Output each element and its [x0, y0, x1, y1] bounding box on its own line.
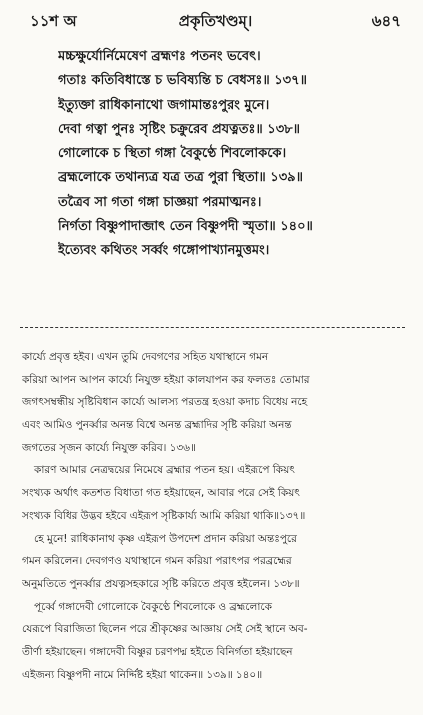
verse-line: গোলোকে চ স্থিতা গঙ্গা বৈকুণ্ঠে শিবলোককে।	[58, 146, 287, 162]
chapter-label: ১১শ অ	[30, 12, 77, 30]
commentary-line: সংখ্যক অর্থাৎ কতশত বিধাতা গত হইয়াছেন, আবার পরে সেই কিয়ৎ	[22, 487, 300, 500]
verse-line: দেবা গত্বা পুনঃ সৃষ্টিং চক্রুরেব প্রযত্নতঃ॥ ১৩৮॥	[58, 121, 300, 137]
commentary-line: কারণ আমার নেত্রদ্বয়ের নিমেষে ব্রহ্মার পতন হয়। এইরূপে কিয়ৎ	[34, 464, 295, 477]
verse-line: নির্গতা বিষ্ণুপাদাব্জাৎ তেন বিষ্ণুপদী স্মৃতা॥ ১৪০॥	[58, 219, 313, 235]
verse-line: ব্রহ্মলোকে তথান্যত্র যত্র তত্র পুরা স্থিতা॥ ১৩৯॥	[58, 170, 303, 186]
sanskrit-verses	[58, 45, 403, 264]
commentary-line: গমন করিলেন। দেবগণও যথাস্থানে গমন করিয়া পরাৎপর পরব্রহ্মের	[22, 555, 292, 568]
commentary-line: সংখ্যক বিধির উদ্ভব হইবে এইরূপ সৃষ্টিকার্য্য আমি করিয়া থাকি॥১৩৭॥	[22, 509, 306, 522]
book-title: প্রকৃতিখণ্ডম্।	[178, 12, 253, 30]
commentary-line: জগৎসম্বন্ধীয় সৃষ্টিবিধান কার্য্যে আলস্য পরতন্ত্র হওয়া কদাচ বিধেয় নহে	[22, 396, 308, 409]
page-number: ৬৪৭	[371, 12, 401, 30]
bengali-commentary	[22, 346, 407, 686]
verse-line: গতাঃ কতিবিধাস্তে চ ভবিষ্যন্তি চ বেধসঃ॥ ১৩৭॥	[58, 73, 307, 89]
commentary-line: জগতের সৃজন কার্য্যে নিযুক্ত করিব। ১৩৬॥	[22, 441, 196, 454]
commentary-line: যেরূপে বিরাজিতা ছিলেন পরে শ্রীকৃষ্ণের আজ্ঞায় সেই সেই স্থানে অব-	[22, 623, 308, 636]
verse-line: তত্রৈব সা গতা গঙ্গা চাজ্ঞয়া পরমাত্মনঃ।	[58, 194, 262, 210]
commentary-line: কার্য্যে প্রবৃত্ত হইব। এখন তুমি দেবগণের সহিত যথাস্থানে গমন	[22, 351, 269, 363]
commentary-line: এইজন্য বিষ্ণুপদী নামে নির্দ্দিষ্ট হইয়া থাকেন॥ ১৩৯॥ ১৪০॥	[22, 668, 263, 681]
commentary-line: পূর্ব্বে গঙ্গাদেবী গোলোকে বৈকুণ্ঠে শিবলোকে ও ব্রহ্মলোকে	[34, 600, 272, 613]
commentary-line: হে মুনে! রাধিকানাথ কৃষ্ণ এইরূপ উপদেশ প্রদান করিয়া অন্তঃপুরে	[34, 532, 297, 545]
commentary-line: অনুমতিতে পুনর্ব্বার প্রযত্নসহকারে সৃষ্টি করিতে প্রবৃত্ত হইলেন। ১৩৮॥	[22, 577, 300, 590]
commentary-line: করিয়া আপন আপন কার্য্যে নিযুক্ত হইয়া কালযাপন কর ফলতঃ তোমার	[22, 373, 310, 386]
section-divider	[20, 327, 405, 328]
verse-line: ইত্যেবং কথিতং সর্ব্বং গঙ্গোপাখ্যানমুত্তমং।	[58, 243, 270, 259]
verse-line: মচ্চক্ষুর্যোর্নিমেষেণ ব্রহ্মণঃ পতনং ভবেৎ।	[58, 49, 261, 64]
commentary-line: তীর্ণা হইয়াছেন। গঙ্গাদেবী বিষ্ণুর চরণপদ্ম হইতে বিনির্গতা হইয়াছেন	[22, 645, 293, 658]
verse-line: ইত্যুক্তা রাধিকানাথো জগামান্তঃপুরং মুনে।	[58, 97, 270, 113]
page-header	[30, 10, 401, 32]
commentary-line: এবং আমিও পুনর্ব্বার অনন্ত বিশ্বে অনন্ত ব্রহ্মাদির সৃষ্টি করিয়া অনন্ত	[22, 419, 292, 432]
